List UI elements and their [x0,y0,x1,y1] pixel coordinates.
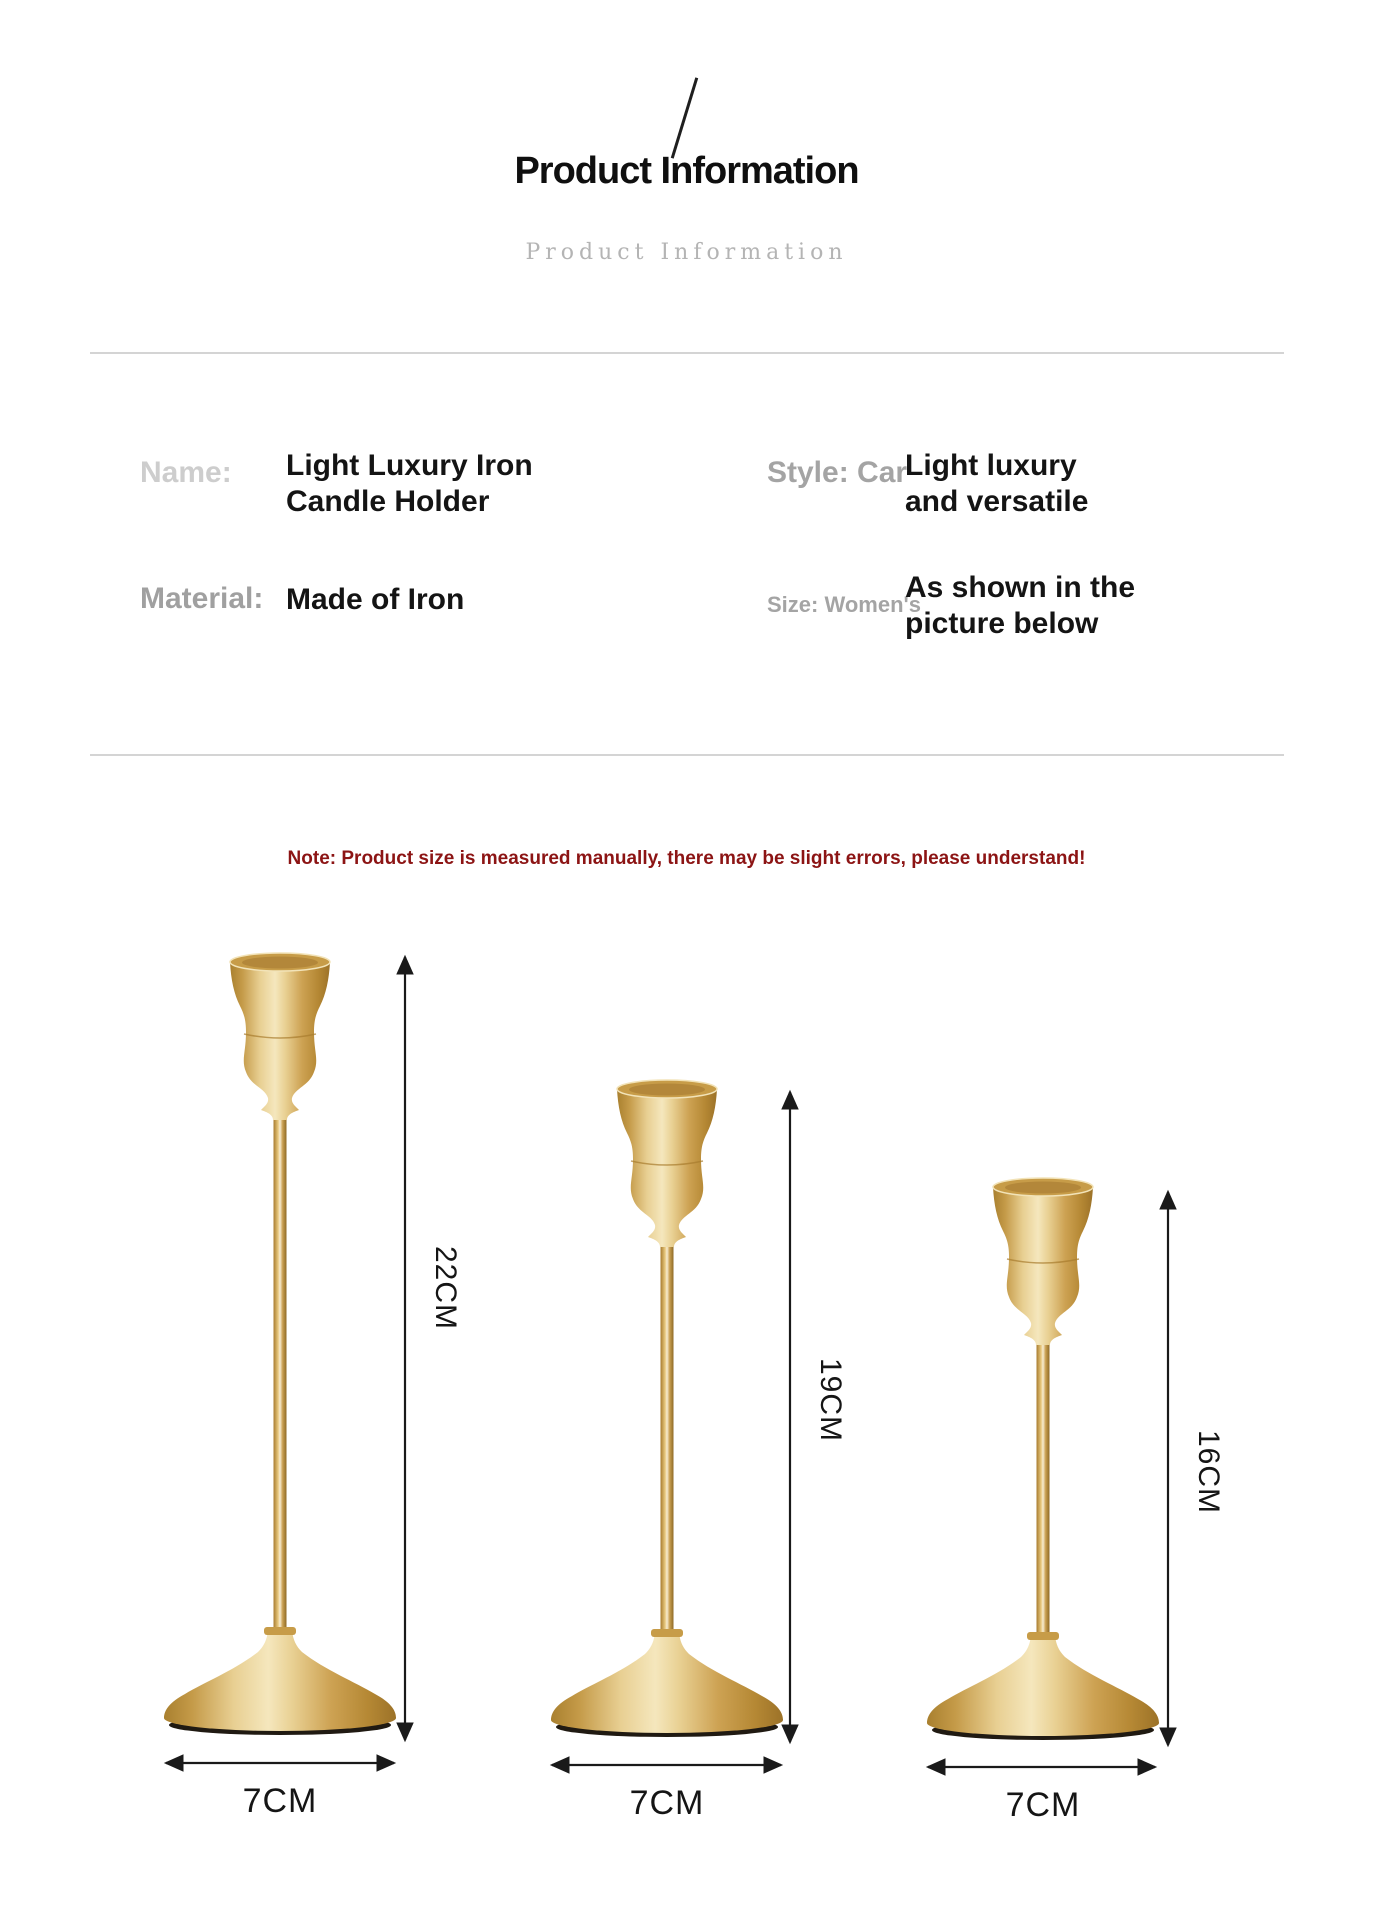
candlestick-large [164,953,396,1735]
style-value-line-1: Light luxury [905,449,1077,482]
name-value-line-1: Light Luxury Iron [286,449,533,482]
material-value-line-1: Made of Iron [286,583,465,616]
base-label-3: 7CM [1005,1786,1081,1824]
name-value [286,448,533,520]
height-label-22cm: 22CM [429,1245,462,1331]
size-value [905,570,1135,642]
style-value [905,448,1088,520]
material-value [286,582,464,618]
material-label: Material: [140,582,264,615]
page-subtitle: Product Information [525,240,848,265]
size-value-line-1: As shown in the [905,571,1136,604]
size-value-line-2: picture below [905,607,1099,640]
name-value-line-2: Candle Holder [286,485,490,518]
style-label: Style: Car [767,456,908,489]
height-label-16cm: 16CM [1192,1429,1225,1515]
base-label-1: 7CM [242,1782,318,1820]
name-label: Name: [140,456,232,489]
slash-icon [671,77,698,158]
height-label-19cm: 19CM [814,1357,847,1443]
product-figure [0,700,1373,1830]
base-label-2: 7CM [629,1784,705,1822]
style-value-line-2: and versatile [905,485,1089,518]
candlestick-small [927,1178,1159,1740]
page-title: Product Information [514,150,859,192]
size-label: Size: Women's [767,592,921,617]
candlestick-medium [551,1080,783,1737]
note-text: Note: Product size is measured manually, there may be slight errors, please understand! [287,848,1086,869]
divider-top [90,352,1284,354]
